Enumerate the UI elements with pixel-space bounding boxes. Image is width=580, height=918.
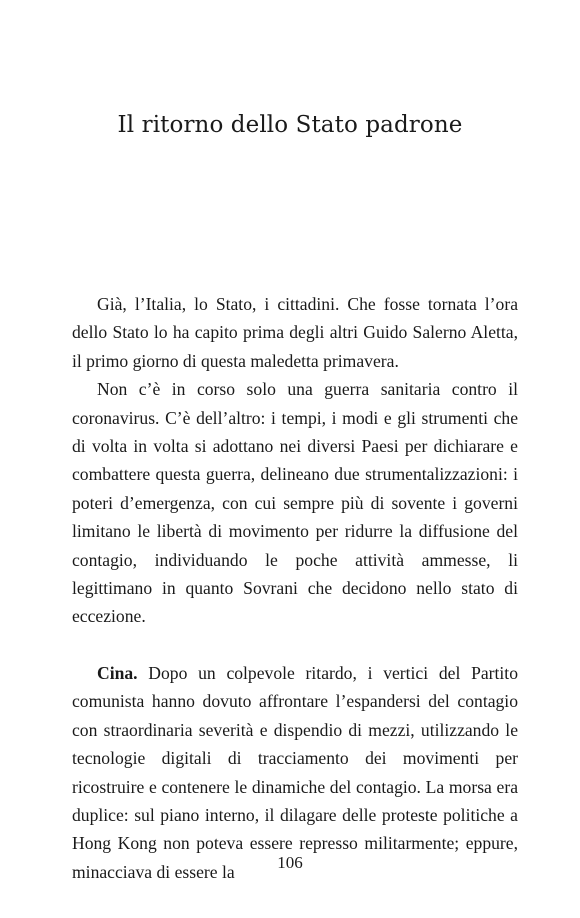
page-number: 106 bbox=[277, 853, 303, 872]
section-lead: Cina. bbox=[97, 662, 138, 683]
body-text bbox=[72, 290, 518, 886]
paragraph-2: Non c’è in corso solo una guerra sanitaria contro il coronavirus. C’è dell’altro: i tempi, i modi e gli strumenti che di volta in volta si adottano nei diversi Paesi per dichiarare e combattere questa guerra, delineano due strumentalizzazioni: i poteri d’emergenza, con cui sempre più di sovente i governi limitano le libertà di movimento per ridurre la diffusione del contagio, individuando le poche attività ammesse, li legittimano in quanto Sovrani che decidono nello stato di eccezione. bbox=[72, 379, 518, 627]
paragraph-1: Già, l’Italia, lo Stato, i cittadini. Che fosse tornata l’ora dello Stato lo ha capito prima degli altri Guido Salerno Aletta, il primo giorno di questa maledetta primavera. bbox=[72, 294, 518, 371]
chapter-title: Il ritorno dello Stato padrone bbox=[117, 112, 463, 138]
paragraph-3-text: Dopo un colpevole ritardo, i vertici del Partito comunista hanno dovuto affrontare l’espandersi del contagio con straordinaria severità e dispendio di mezzi, utilizzando le tecnologie digitali di tracciamento dei movimenti per ricostruire e contenere le dinamiche del contagio. La morsa era duplice: sul piano interno, il dilagare delle proteste politiche a Hong Kong non poteva essere represso militarmente; eppure, minacciava di essere la bbox=[72, 662, 518, 882]
